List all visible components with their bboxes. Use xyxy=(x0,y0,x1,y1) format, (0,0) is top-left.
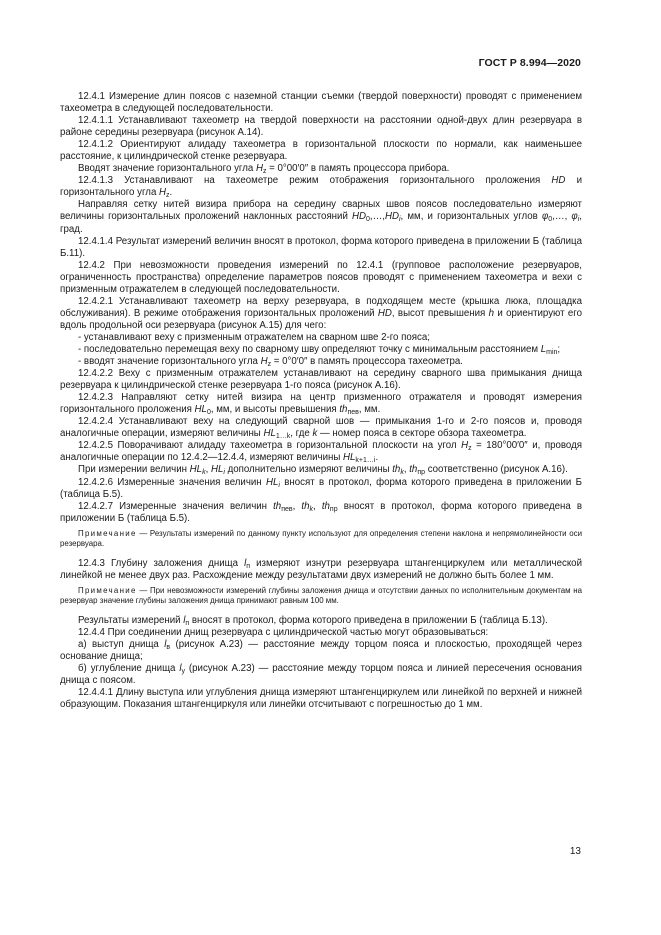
list-item-move-rod: - последовательно перемещая веху по сварному шву определяют точку с минимальным расстоянием $L_{min}$; xyxy=(78,343,561,356)
paragraph-12-4-2-3: 12.4.2.3 Направляют сетку нитей визира на центр призменного отражателя и проводят измерения горизонтального проложения $HL_0$, мм, и высоты превышения $th_{пев}$, мм. xyxy=(60,392,582,417)
paragraph-12-4-2-6: 12.4.2.6 Измеренные значения величин $HL_i$ вносят в протокол, форма которого приведена в приложении Б (таблица Б.5). xyxy=(60,476,582,500)
paragraph-12-4-2-2: 12.4.2.2 Веху с призменным отражателем устанавливают на середину сварного шва примыкания днища резервуара к цилиндрической стенке резервуара 1-го пояса (рисунок А.16). xyxy=(60,368,582,392)
page-number: 13 xyxy=(569,846,581,857)
list-item-bottom-recess: б) углубление днища $l_у$ (рисунок А.23) — расстояние между торцом пояса и линией пересечения основания днища с поясом. xyxy=(60,662,582,687)
paragraph-enter-angle: Вводят значение горизонтального угла $H_z = 0^\circ 00'0''$ в память процессора прибора. xyxy=(78,163,450,176)
note-bottom-depth: Примечание — При невозможности измерений глубины заложения днища и отсутствии данных по исполнительным документам на резервуар значение глубины заложения днища принимают равным 100 мм. xyxy=(60,585,582,606)
paragraph-12-4-4: 12.4.4 При соединении днищ резервуара с цилиндрической частью могут образовываться: xyxy=(78,626,489,638)
paragraph-12-4-2-4: 12.4.2.4 Устанавливают веху на следующий сварной шов — примыкания 1-го и 2-го поясов и, проводя аналогичные операции, измеряют величины $HL_{1\dots k}$, где k — номер пояса в секторе обзора тахеометра. xyxy=(60,416,582,441)
paragraph-12-4-2-1: 12.4.2.1 Устанавливают тахеометр на верху резервуара, в подходящем месте (крышка люка, площадка обслуживания). В режиме отображения горизонтальных проложений HD, высот превышения h и ориентируют его вдоль продольной оси резервуара (рисунок А.15) для чего: xyxy=(60,295,582,331)
list-item-enter-angle: - вводят значение горизонтального угла $H_z = 0^\circ 0'0''$ в память процессора тахеометра. xyxy=(78,356,464,369)
standard-header: ГОСТ Р 8.994—2020 xyxy=(478,57,581,69)
paragraph-12-4-1-3: 12.4.1.3 Устанавливают на тахеометре режим отображения горизонтального проложения HD и горизонтального угла $H_z$. xyxy=(60,175,582,200)
paragraph-12-4-1-2: 12.4.1.2 Ориентируют алидаду тахеометра в горизонтальной плоскости по нормали, как наименьшее расстояние, к цилиндрической стенке резервуара. xyxy=(60,139,582,163)
paragraph-12-4-3: 12.4.3 Глубину заложения днища $l_п$ измеряют изнутри резервуара штангенциркулем или металлической линейкой не менее двух раз. Расхождение между результатами двух измерений не должно быть более 1 мм. xyxy=(60,557,582,581)
document-body xyxy=(60,91,582,711)
paragraph-12-4-4-1: 12.4.4.1 Длину выступа или углубления днища измеряют штангенциркулем или линейкой по верхней и нижней образующим. Показания штангенциркуля или линейки отсчитывают с погрешностью до 1 мм. xyxy=(60,687,582,711)
paragraph-12-4-2: 12.4.2 При невозможности проведения измерений по 12.4.1 (групповое расположение резервуаров, ограниченность пространства) определение параметров поясов проводят с применением тахеометра и вехи с призменным отражателем в следующей последовательности. xyxy=(60,259,582,295)
paragraph-12-4-1-4: 12.4.1.4 Результат измерений величин вносят в протокол, форма которого приведена в приложении Б (таблица Б.11). xyxy=(60,235,582,259)
paragraph-results-depth: Результаты измерений $l_п$ вносят в протокол, форма которого приведена в приложении Б (таблица Б.13). xyxy=(78,614,548,627)
note-axis-tilt: Примечание — Результаты измерений по данному пункту используют для определения степени наклона и непрямолинейности оси резервуара. xyxy=(60,528,582,549)
paragraph-12-4-1-1: 12.4.1.1 Устанавливают тахеометр на твердой поверхности на расстоянии одной-двух длин резервуара в районе середины резервуара (рисунок А.14). xyxy=(60,115,582,139)
paragraph-12-4-2-5: 12.4.2.5 Поворачивают алидаду тахеометра в горизонтальной плоскости на угол $H_z = 180^\circ 00'0''$ и, проводя аналогичные операции по 12.4.2—12.4.4, измеряют величины $HL_{k+1\dots i}$. xyxy=(60,440,582,465)
paragraph-12-4-1: 12.4.1 Измерение длин поясов с наземной станции съемки (твердой поверхности) проводят с применением тахеометра в следующей последовательности. xyxy=(60,91,582,115)
list-item-install-rod: - устанавливают веху с призменным отражателем на сварном шве 2-го пояса; xyxy=(78,331,430,343)
list-item-bottom-protrusion: а) выступ днища $l_в$ (рисунок А.23) — расстояние между торцом пояса и плоскостью, проходящей через основание днища; xyxy=(60,638,582,662)
paragraph-12-4-2-7: 12.4.2.7 Измеренные значения величин $th_{пев}$, $th_k$, $th_{пр}$ вносят в протокол, форма которого приведена в приложении Б (таблица Б.5). xyxy=(60,500,583,524)
paragraph-sighting: Направляя сетку нитей визира прибора на середину сварных швов поясов последовательно измеряют величины горизонтальных проложений наклонных расстояний $HD_0,\dots,HD_i$, мм, и горизонтальных углов $\varphi_0,\dots$, $\varphi_i$, град. xyxy=(60,199,582,235)
paragraph-additional-measurement: При измерении величин $HL_k$, $HL_i$ дополнительно измеряют величины $th_k$, $th_{пр}$ соответственно (рисунок А.16). xyxy=(78,464,568,477)
